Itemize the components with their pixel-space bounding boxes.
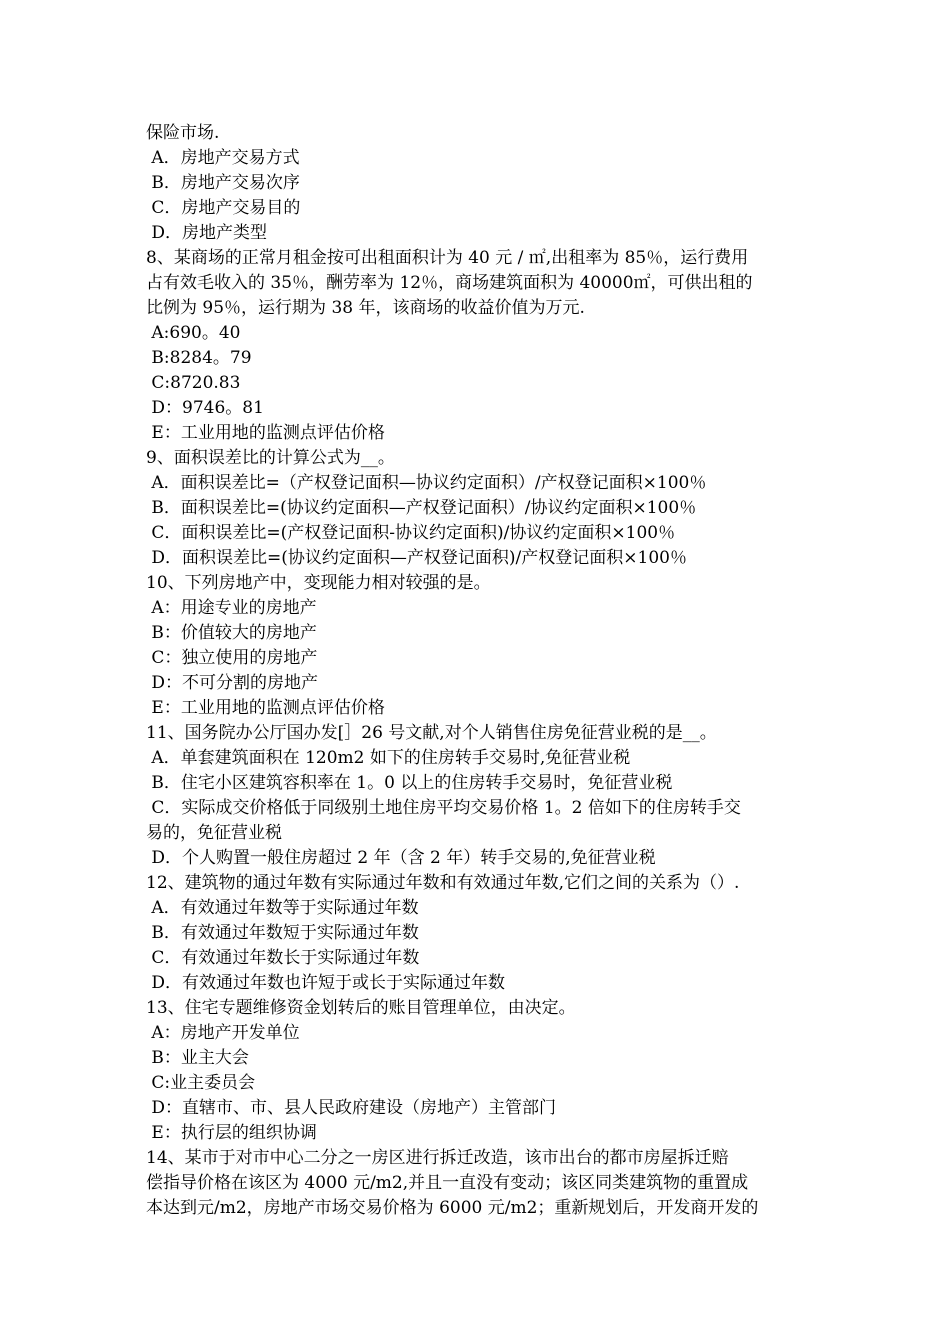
text-line: D：不可分割的房地产 bbox=[146, 673, 319, 693]
text-line: C：独立使用的房地产 bbox=[146, 648, 318, 668]
text-line: B．面积误差比=(协议约定面积—产权登记面积）/协议约定面积×100％ bbox=[146, 498, 697, 518]
text-line: 12、建筑物的通过年数有实际通过年数和有效通过年数,它们之间的关系为（）. bbox=[146, 873, 740, 893]
text-line: A:690。40 bbox=[146, 323, 241, 343]
text-line: 13、住宅专题维修资金划转后的账目管理单位，由决定。 bbox=[146, 998, 576, 1018]
text-line: 易的，免征营业税 bbox=[146, 823, 282, 843]
text-line: 9、面积误差比的计算公式为__。 bbox=[146, 448, 395, 468]
text-line: 14、某市于对市中心二分之一房区进行拆迁改造，该市出台的都市房屋拆迁赔 bbox=[146, 1148, 729, 1168]
text-line: 保险市场. bbox=[146, 123, 220, 143]
document-body bbox=[146, 121, 810, 1221]
text-line: D：9746。81 bbox=[146, 398, 264, 418]
text-line: A．单套建筑面积在 120m2 如下的住房转手交易时,免征营业税 bbox=[146, 748, 631, 768]
text-line: B:8284。79 bbox=[146, 348, 252, 368]
text-line: B：业主大会 bbox=[146, 1048, 249, 1068]
text-line: A．面积误差比=（产权登记面积—协议约定面积）/产权登记面积×100％ bbox=[146, 473, 707, 493]
text-line: C:业主委员会 bbox=[146, 1073, 256, 1093]
text-line: 偿指导价格在该区为 4000 元/m2,并且一直没有变动；该区同类建筑物的重置成 bbox=[146, 1173, 749, 1193]
text-line: 占有效毛收入的 35％，酬劳率为 12％，商场建筑面积为 40000㎡，可供出租的 bbox=[146, 273, 753, 293]
text-line: D．面积误差比=(协议约定面积—产权登记面积)/产权登记面积×100％ bbox=[146, 548, 687, 568]
text-line: B．有效通过年数短于实际通过年数 bbox=[146, 923, 419, 943]
text-line: B：价值较大的房地产 bbox=[146, 623, 317, 643]
text-line: D．房地产类型 bbox=[146, 223, 268, 243]
text-line: C．房地产交易目的 bbox=[146, 198, 301, 218]
text-line: A．有效通过年数等于实际通过年数 bbox=[146, 898, 419, 918]
text-line: 8、某商场的正常月租金按可出租面积计为 40 元 / ㎡,出租率为 85％，运行费用 bbox=[146, 248, 749, 268]
text-line: D．个人购置一般住房超过 2 年（含 2 年）转手交易的,免征营业税 bbox=[146, 848, 656, 868]
text-line: B．房地产交易次序 bbox=[146, 173, 300, 193]
text-line: E：工业用地的监测点评估价格 bbox=[146, 698, 385, 718]
text-line: 10、下列房地产中，变现能力相对较强的是。 bbox=[146, 573, 491, 593]
text-line: E：执行层的组织协调 bbox=[146, 1123, 317, 1143]
text-line: D．有效通过年数也许短于或长于实际通过年数 bbox=[146, 973, 506, 993]
text-line: C．有效通过年数长于实际通过年数 bbox=[146, 948, 420, 968]
text-line: A：用途专业的房地产 bbox=[146, 598, 317, 618]
text-line: 比例为 95％，运行期为 38 年，该商场的收益价值为万元. bbox=[146, 298, 585, 318]
text-line: 11、国务院办公厅国办发[］26 号文献,对个人销售住房免征营业税的是__。 bbox=[146, 723, 717, 743]
text-line: C:8720.83 bbox=[146, 373, 241, 393]
text-line: B．住宅小区建筑容积率在 1。0 以上的住房转手交易时，免征营业税 bbox=[146, 773, 673, 793]
text-line: C．实际成交价格低于同级别土地住房平均交易价格 1。2 倍如下的住房转手交 bbox=[146, 798, 741, 818]
text-line: C．面积误差比=(产权登记面积-协议约定面积)/协议约定面积×100％ bbox=[146, 523, 676, 543]
text-line: A：房地产开发单位 bbox=[146, 1023, 300, 1043]
text-line: 本达到元/m2，房地产市场交易价格为 6000 元/m2；重新规划后，开发商开发的 bbox=[146, 1198, 759, 1218]
text-line: D：直辖市、市、县人民政府建设（房地产）主管部门 bbox=[146, 1098, 557, 1118]
text-line: A．房地产交易方式 bbox=[146, 148, 300, 168]
text-line: E：工业用地的监测点评估价格 bbox=[146, 423, 385, 443]
